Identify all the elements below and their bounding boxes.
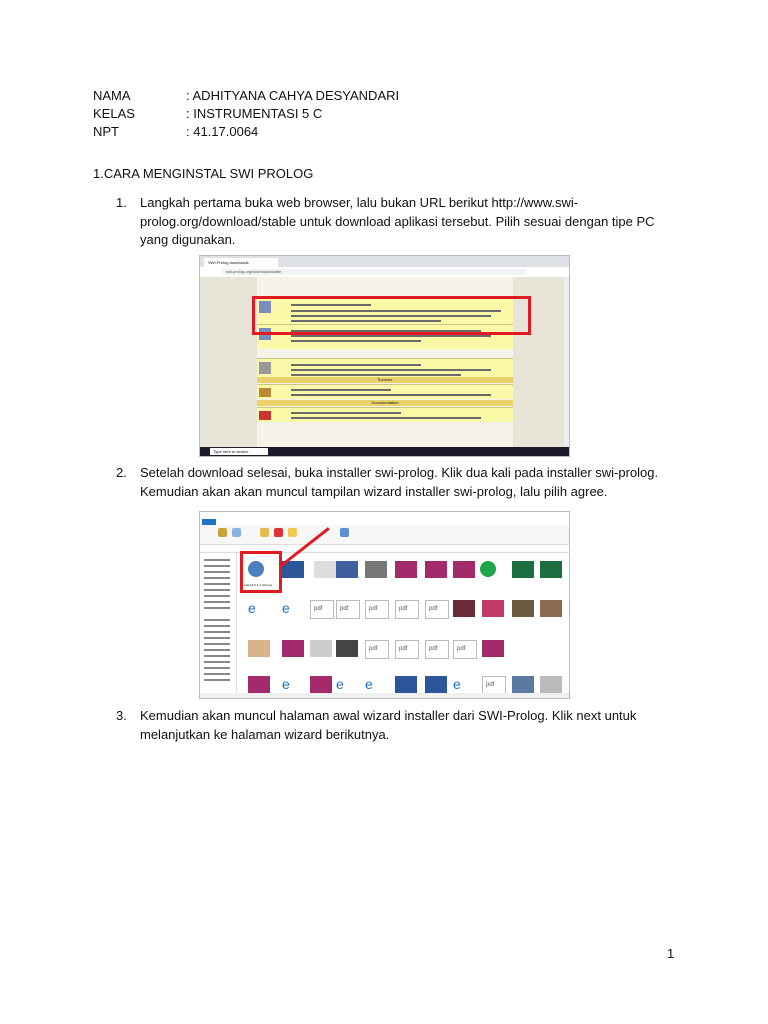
image-file-icon[interactable] xyxy=(336,561,358,578)
pdf-file-icon[interactable] xyxy=(365,600,389,619)
step-text: Langkah pertama buka web browser, lalu bukan URL berikut http://www.swi-prolog.org/download/stable untuk download aplikasi tersebut. Pilih sesuai dengan tipe PC yang digunakan. xyxy=(140,195,655,247)
image-file-icon[interactable] xyxy=(512,676,534,693)
sources-header: Sources xyxy=(257,377,513,383)
pdf-file-icon[interactable] xyxy=(310,600,334,619)
file-icon[interactable] xyxy=(314,561,336,578)
info-label: NAMA xyxy=(93,88,131,103)
step-number: 3. xyxy=(116,708,127,723)
rar-file-icon[interactable] xyxy=(310,676,332,693)
step-1 xyxy=(93,194,673,250)
pdf-file-icon[interactable] xyxy=(395,640,419,659)
section-title: 1.CARA MENGINSTAL SWI PROLOG xyxy=(93,166,314,181)
move-icon xyxy=(260,528,269,537)
explorer-screenshot xyxy=(199,511,570,699)
app-icon[interactable] xyxy=(480,561,496,577)
pdf-file-icon[interactable] xyxy=(453,640,477,659)
image-file-icon[interactable] xyxy=(310,640,332,657)
download-row-source xyxy=(257,384,513,399)
step-number: 1. xyxy=(116,195,127,210)
info-label: KELAS xyxy=(93,106,135,121)
explorer-ribbon xyxy=(200,512,569,545)
image-file-icon[interactable] xyxy=(512,600,534,617)
word-file-icon[interactable] xyxy=(395,676,417,693)
browser-tab: SWI-Prolog downloads xyxy=(204,258,278,267)
excel-file-icon[interactable] xyxy=(512,561,534,578)
step-3 xyxy=(93,707,673,745)
info-value: : ADHITYANA CAHYA DESYANDARI xyxy=(186,88,400,103)
pdf-file-icon[interactable] xyxy=(336,600,360,619)
browser-screenshot xyxy=(199,255,570,457)
file-grid xyxy=(240,556,560,696)
edge-file-icon[interactable]: e xyxy=(453,676,461,692)
file-label: swipl-8.0.3-1.x64.exe xyxy=(244,583,273,587)
pin-icon xyxy=(218,528,227,537)
windows-taskbar xyxy=(200,447,569,456)
image-file-icon[interactable] xyxy=(482,600,504,617)
info-value: : 41.17.0064 xyxy=(186,124,259,139)
pdf-icon xyxy=(259,411,271,420)
status-bar xyxy=(200,693,569,698)
delete-icon xyxy=(274,528,283,537)
rar-file-icon[interactable] xyxy=(482,640,504,657)
edge-file-icon[interactable]: e xyxy=(248,600,256,616)
download-row-docs xyxy=(257,407,513,422)
taskbar-search: Type here to search xyxy=(210,448,268,455)
excel-file-icon[interactable] xyxy=(540,561,562,578)
pdf-file-icon[interactable] xyxy=(395,600,419,619)
rar-file-icon[interactable] xyxy=(453,561,475,578)
edge-file-icon[interactable]: e xyxy=(336,676,344,692)
rar-file-icon[interactable] xyxy=(425,561,447,578)
pdf-file-icon[interactable] xyxy=(425,600,449,619)
scrollbar xyxy=(564,277,569,447)
pdf-file-icon[interactable] xyxy=(425,640,449,659)
rar-file-icon[interactable] xyxy=(282,640,304,657)
copy-icon xyxy=(232,528,241,537)
archive-icon xyxy=(259,388,271,397)
highlight-box xyxy=(252,296,531,335)
rar-file-icon[interactable] xyxy=(395,561,417,578)
word-file-icon[interactable] xyxy=(425,676,447,693)
url-field: swi-prolog.org/download/stable xyxy=(222,269,526,275)
rar-file-icon[interactable] xyxy=(248,676,270,693)
edge-file-icon[interactable]: e xyxy=(282,600,290,616)
image-file-icon[interactable] xyxy=(540,676,562,693)
page-number: 1 xyxy=(667,946,675,961)
highlight-box xyxy=(240,551,282,593)
navigation-pane xyxy=(200,553,237,693)
info-label: NPT xyxy=(93,124,119,139)
documentation-header: Documentation xyxy=(257,400,513,406)
apple-icon xyxy=(259,362,271,374)
image-file-icon[interactable] xyxy=(248,640,270,657)
image-file-icon[interactable] xyxy=(540,600,562,617)
pdf-file-icon[interactable] xyxy=(365,640,389,659)
properties-icon xyxy=(340,528,349,537)
step-2 xyxy=(93,464,673,502)
browser-tab-bar xyxy=(200,256,569,267)
step-text: Setelah download selesai, buka installer swi-prolog. Klik dua kali pada installer swi-prolog. Kemudian akan akan muncul tampilan wizard installer swi-prolog, lalu pilih agree. xyxy=(140,465,659,499)
image-file-icon[interactable] xyxy=(336,640,358,657)
info-value: : INSTRUMENTASI 5 C xyxy=(186,106,323,121)
image-file-icon[interactable] xyxy=(453,600,475,617)
image-file-icon[interactable] xyxy=(365,561,387,578)
step-number: 2. xyxy=(116,465,127,480)
edge-file-icon[interactable]: e xyxy=(282,676,290,692)
step-text: Kemudian akan muncul halaman awal wizard installer dari SWI-Prolog. Klik next untuk melanjutkan ke halaman wizard berikutnya. xyxy=(140,708,637,742)
edge-file-icon[interactable]: e xyxy=(365,676,373,692)
new-folder-icon xyxy=(288,528,297,537)
